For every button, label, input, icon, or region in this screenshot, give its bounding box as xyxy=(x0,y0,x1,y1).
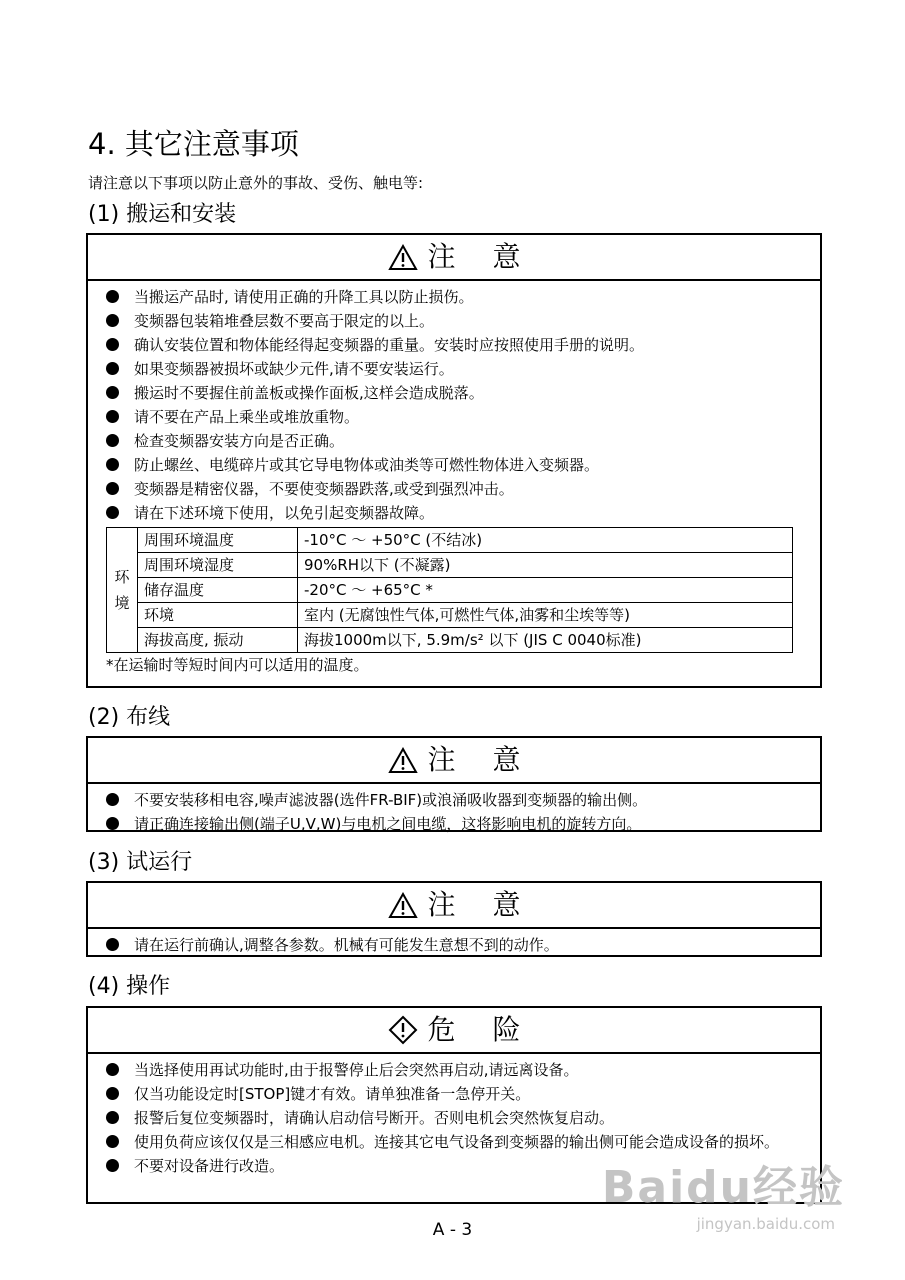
bullet-icon xyxy=(106,817,119,830)
list-item: 不要安装移相电容,噪声滤波器(选件FR-BIF)或浪涌吸收器到变频器的输出侧。 xyxy=(106,788,820,812)
bullet-icon xyxy=(106,938,119,951)
list-item: 仅当功能设定时[STOP]键才有效。请单独准备一急停开关。 xyxy=(106,1082,820,1106)
env-value: 室内 (无腐蚀性气体,可燃性气体,油雾和尘埃等等) xyxy=(298,603,793,628)
box-header xyxy=(88,235,820,281)
bullet-icon xyxy=(106,1159,119,1172)
env-value: 90%RH以下 (不凝露) xyxy=(298,553,793,578)
bullet-icon xyxy=(106,290,119,303)
bullet-icon xyxy=(106,482,119,495)
footnote: *在运输时等短时间内可以适用的温度。 xyxy=(106,656,369,674)
bullet-icon xyxy=(106,1063,119,1076)
watermark-url: jingyan.baidu.com xyxy=(696,1215,835,1233)
danger-diamond-icon xyxy=(388,1015,418,1045)
env-value: 海拔1000m以下, 5.9m/s² 以下 (JIS C 0040标准) xyxy=(298,628,793,653)
box-header xyxy=(88,883,820,929)
bullet-icon xyxy=(106,1087,119,1100)
item-list xyxy=(88,281,820,525)
list-item: 当选择使用再试功能时,由于报警停止后会突然再启动,请远离设备。 xyxy=(106,1058,820,1082)
env-key: 储存温度 xyxy=(138,578,298,603)
list-item: 搬运时不要握住前盖板或操作面板,这样会造成脱落。 xyxy=(106,381,820,405)
bullet-icon xyxy=(106,314,119,327)
list-item: 如果变频器被损坏或缺少元件,请不要安装运行。 xyxy=(106,357,820,381)
item-list xyxy=(88,784,820,836)
section-heading-trial-run: (3) 试运行 xyxy=(88,850,193,875)
box-title: 危 险 xyxy=(427,1013,535,1046)
list-item: 请在下述环境下使用，以免引起变频器故障。 xyxy=(106,501,820,525)
list-item: 当搬运产品时, 请使用正确的升降工具以防止损伤。 xyxy=(106,285,820,309)
bullet-icon xyxy=(106,362,119,375)
list-item: 不要对设备进行改造。 xyxy=(106,1154,820,1178)
table-row xyxy=(107,603,793,628)
caution-box-wiring xyxy=(86,736,822,832)
box-header xyxy=(88,1008,820,1054)
env-key: 海拔高度, 振动 xyxy=(138,628,298,653)
bullet-icon xyxy=(106,506,119,519)
box-title: 注 意 xyxy=(427,888,535,921)
env-key: 周围环境温度 xyxy=(138,528,298,553)
caution-box-transport xyxy=(86,233,822,688)
warning-triangle-icon xyxy=(388,244,418,271)
env-value: -10°C ～ +50°C (不结冰) xyxy=(298,528,793,553)
warning-triangle-icon xyxy=(388,747,418,774)
bullet-icon xyxy=(106,1111,119,1124)
table-row xyxy=(107,528,793,553)
list-item: 变频器包装箱堆叠层数不要高于限定的以上。 xyxy=(106,309,820,333)
list-item: 请正确连接输出侧(端子U,V,W)与电机之间电缆，这将影响电机的旋转方向。 xyxy=(106,812,820,836)
env-side-label: 环境 xyxy=(107,528,138,653)
caution-box-trial-run xyxy=(86,881,822,957)
environment-table xyxy=(106,527,793,653)
bullet-icon xyxy=(106,1135,119,1148)
page-title: 4. 其它注意事项 xyxy=(88,127,299,161)
list-item: 确认安装位置和物体能经得起变频器的重量。安装时应按照使用手册的说明。 xyxy=(106,333,820,357)
watermark-logo: Baidu经验 xyxy=(601,1162,845,1213)
bullet-icon xyxy=(106,458,119,471)
bullet-icon xyxy=(106,793,119,806)
table-row xyxy=(107,553,793,578)
list-item: 请不要在产品上乘坐或堆放重物。 xyxy=(106,405,820,429)
warning-triangle-icon xyxy=(388,892,418,919)
bullet-icon xyxy=(106,434,119,447)
page-number: A - 3 xyxy=(432,1220,473,1240)
section-heading-operation: (4) 操作 xyxy=(88,974,171,999)
list-item: 变频器是精密仪器，不要使变频器跌落,或受到强烈冲击。 xyxy=(106,477,820,501)
section-heading-transport: (1) 搬运和安装 xyxy=(88,202,237,227)
env-key: 周围环境湿度 xyxy=(138,553,298,578)
bullet-icon xyxy=(106,386,119,399)
item-list xyxy=(88,1054,820,1178)
bullet-icon xyxy=(106,338,119,351)
list-item: 报警后复位变频器时，请确认启动信号断开。否则电机会突然恢复启动。 xyxy=(106,1106,820,1130)
list-item: 检查变频器安装方向是否正确。 xyxy=(106,429,820,453)
box-title: 注 意 xyxy=(427,240,535,273)
env-value: -20°C ～ +65°C * xyxy=(298,578,793,603)
box-header xyxy=(88,738,820,784)
list-item: 使用负荷应该仅仅是三相感应电机。连接其它电气设备到变频器的输出侧可能会造成设备的损坏。 xyxy=(106,1130,820,1154)
table-row xyxy=(107,628,793,653)
box-title: 注 意 xyxy=(427,743,535,776)
table-row xyxy=(107,578,793,603)
bullet-icon xyxy=(106,410,119,423)
intro-text: 请注意以下事项以防止意外的事故、受伤、触电等: xyxy=(88,174,424,192)
list-item: 防止螺丝、电缆碎片或其它导电物体或油类等可燃性物体进入变频器。 xyxy=(106,453,820,477)
env-key: 环境 xyxy=(138,603,298,628)
list-item: 请在运行前确认,调整各参数。机械有可能发生意想不到的动作。 xyxy=(106,933,820,957)
item-list xyxy=(88,929,820,957)
section-heading-wiring: (2) 布线 xyxy=(88,705,171,730)
